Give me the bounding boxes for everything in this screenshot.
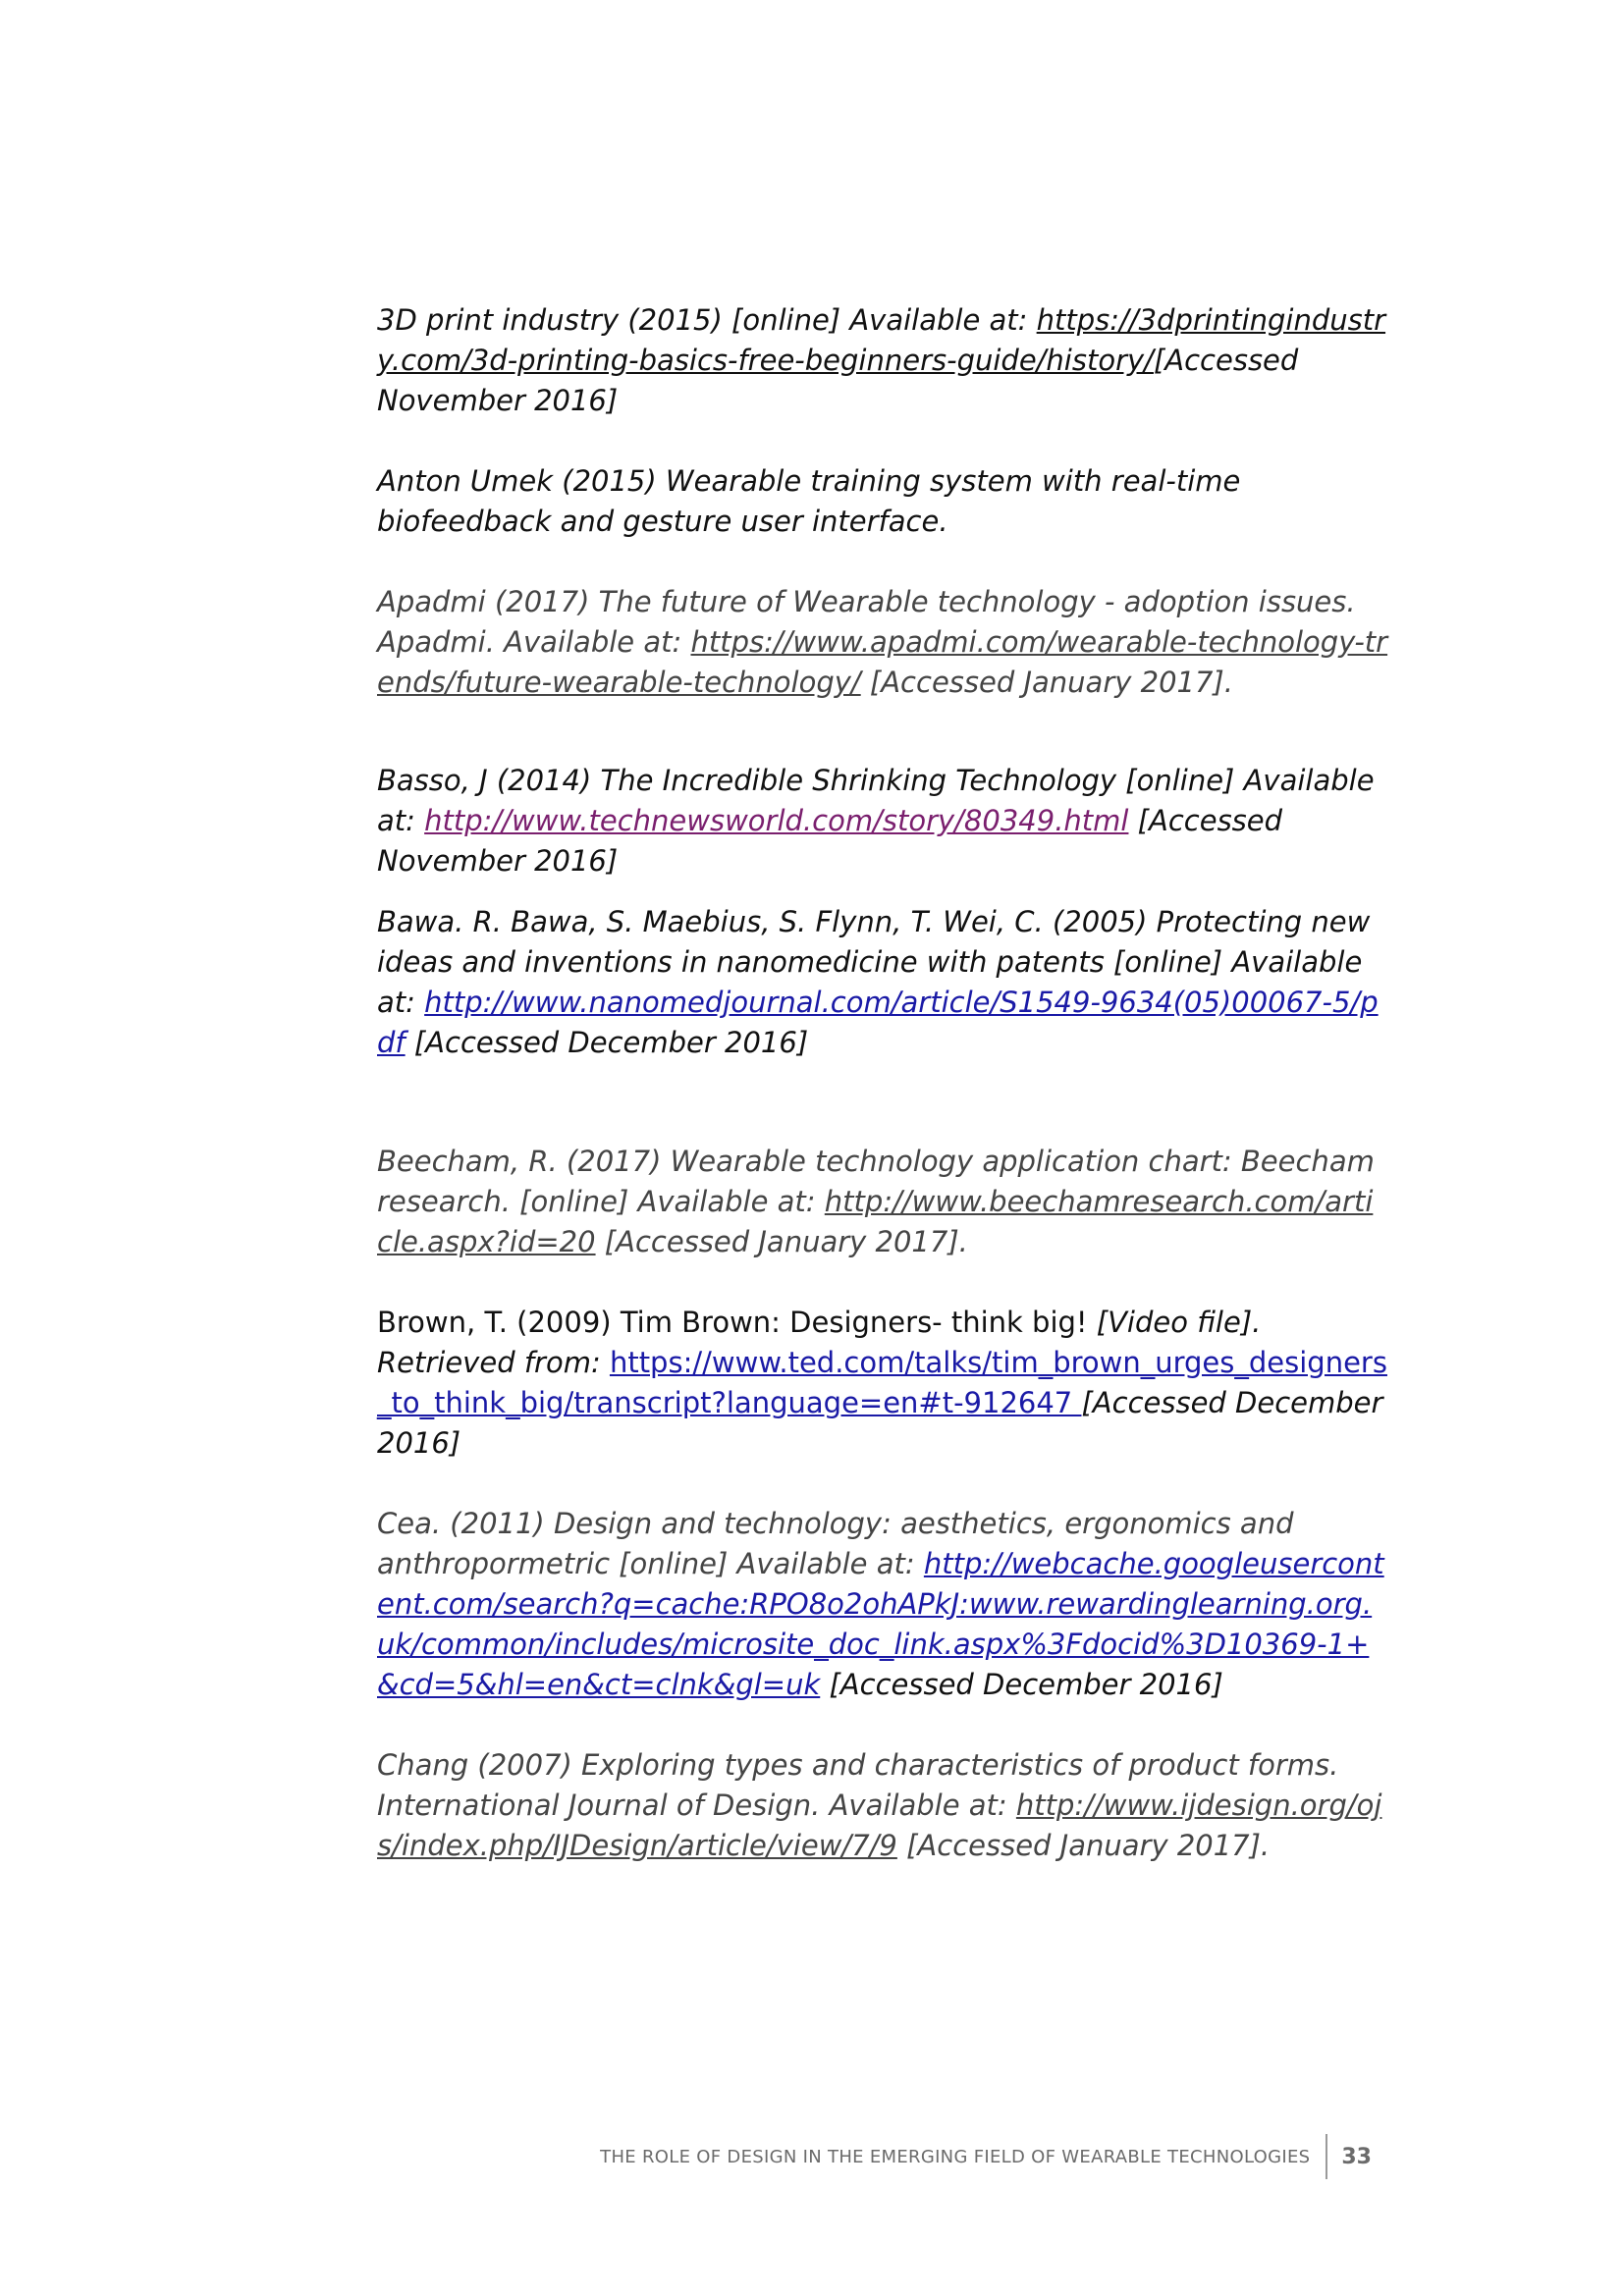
reference-text: Basso, J (2014) The Incredible Shrinking Technology [online] Available at: — [377, 764, 1375, 837]
reference-link[interactable]: http://www.nanomedjournal.com/article/S1549-9634(05)00067-5/pdf — [377, 986, 1379, 1059]
reference-item — [377, 1745, 1388, 1866]
reference-text: Beecham, R. (2017) Wearable technology application chart: Beecham research. [online] Available at: — [377, 1145, 1375, 1218]
reference-item — [377, 1142, 1388, 1262]
footer-title: THE ROLE OF DESIGN IN THE EMERGING FIELD OF WEARABLE TECHNOLOGIES — [600, 2146, 1311, 2167]
reference-link[interactable]: http://www.technewsworld.com/story/80349.html — [424, 804, 1129, 837]
reference-accessed: [Accessed January 2017]. — [860, 666, 1233, 699]
reference-accessed: [Accessed January 2017]. — [595, 1225, 968, 1258]
reference-link[interactable]: http://webcache.googleusercontent.com/search?q=cache:RPO8o2ohAPkJ:www.rewardinglearning.org.uk/common/includes/microsite_doc_link.aspx%3Fdocid%3D10369-1+&cd=5&hl=en&ct=clnk&gl=uk — [377, 1547, 1384, 1701]
reference-accessed: [Accessed January 2017]. — [896, 1829, 1271, 1862]
reference-link[interactable]: https://www.ted.com/talks/tim_brown_urges_designers_to_think_big/transcript?language=en#t-912647 — [377, 1346, 1387, 1419]
reference-link[interactable]: http://www.ijdesign.org/ojs/index.php/IJDesign/article/view/7/9 — [377, 1789, 1382, 1862]
reference-accessed: [Accessed November 2016] — [377, 804, 1283, 878]
reference-text: Apadmi (2017) The future of Wearable technology - adoption issues. Apadmi. Available at: — [377, 585, 1356, 659]
reference-accessed: [Accessed December 2016] — [377, 1386, 1383, 1460]
reference-item — [377, 1303, 1388, 1464]
reference-text: [Video file]. Retrieved from: — [377, 1306, 1262, 1379]
reference-lead: Brown, T. (2009) Tim Brown: Designers- think big! — [377, 1306, 1097, 1339]
reference-text: Anton Umek (2015) Wearable training system with real-time biofeedback and gesture user interface. — [377, 464, 1241, 538]
reference-text: Chang (2007) Exploring types and characteristics of product forms. International Journal of Design. Available at: — [377, 1748, 1339, 1822]
reference-link[interactable]: https://www.apadmi.com/wearable-technology-trends/future-wearable-technology/ — [377, 625, 1388, 699]
reference-text: Bawa. R. Bawa, S. Maebius, S. Flynn, T. Wei, C. (2005) Protecting new ideas and inventions in nanomedicine with patents [online] Available at: — [377, 905, 1371, 1019]
reference-item — [377, 1504, 1388, 1705]
reference-list — [377, 300, 1388, 1866]
reference-link[interactable]: http://www.beechamresearch.com/article.aspx?id=20 — [377, 1185, 1374, 1258]
reference-item — [377, 761, 1388, 881]
reference-item — [377, 582, 1388, 703]
reference-accessed: [Accessed November 2016] — [377, 344, 1299, 417]
page-footer — [600, 2134, 1372, 2179]
page-number: 33 — [1341, 2144, 1372, 2169]
reference-link[interactable]: https://3dprintingindustry.com/3d-printing-basics-free-beginners-guide/history/ — [377, 303, 1386, 377]
reference-text: 3D print industry (2015) [online] Available at: — [377, 303, 1037, 337]
reference-accessed: [Accessed December 2016] — [405, 1026, 809, 1059]
reference-item — [377, 902, 1388, 1063]
reference-item — [377, 300, 1388, 421]
reference-item — [377, 461, 1388, 542]
reference-accessed: [Accessed December 2016] — [820, 1668, 1223, 1701]
reference-text: Cea. (2011) Design and technology: aesthetics, ergonomics and anthropormetric [online] Available at: — [377, 1507, 1294, 1580]
